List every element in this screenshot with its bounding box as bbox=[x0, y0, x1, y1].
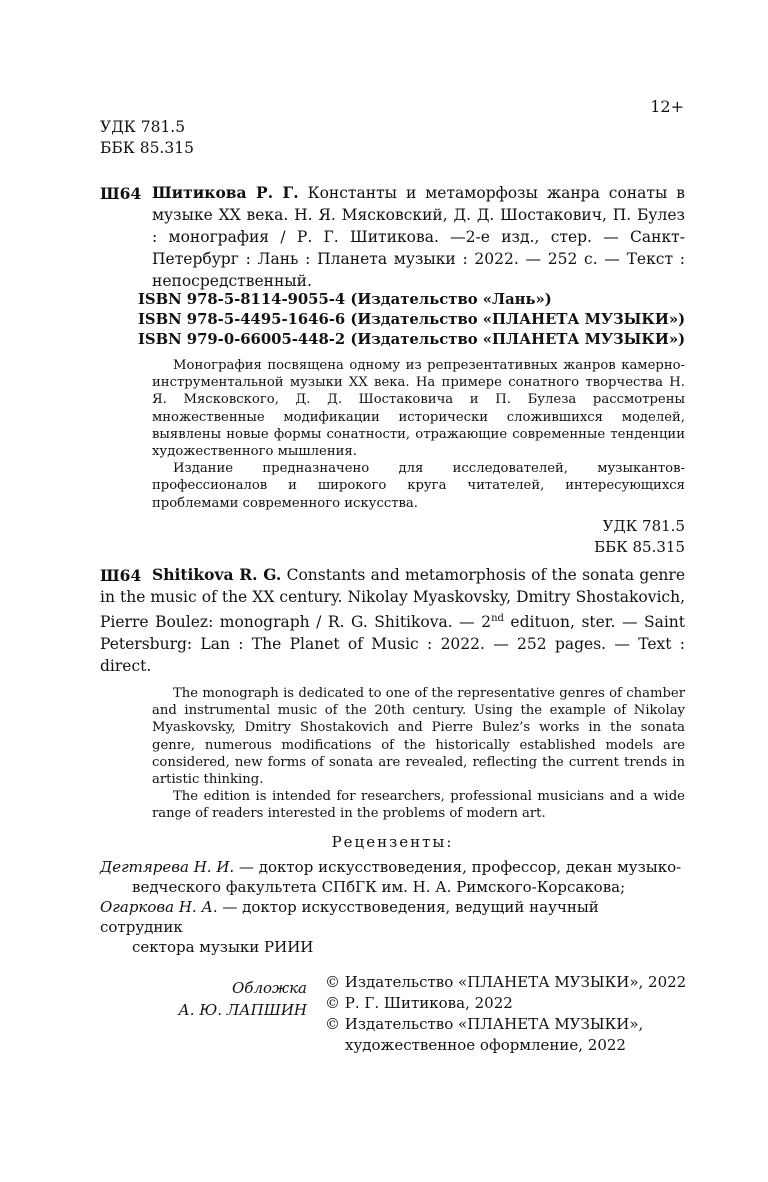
copyright-line: © Издательство «ПЛАНЕТА МУЗЫКИ», bbox=[325, 1015, 644, 1033]
reviewer-credentials-cont: сектора музыки РИИИ bbox=[132, 938, 314, 956]
author-name-ru: Шитикова Р. Г. bbox=[152, 183, 299, 202]
isbn-line: ISBN 978-5-4495-1646-6 (Издательство «ПЛАНЕТА МУЗЫКИ») bbox=[138, 311, 686, 328]
bbk-code: ББК 85.315 bbox=[594, 538, 685, 556]
reviewers-heading: Рецензенты: bbox=[331, 833, 454, 851]
author-code-ru: Ш64 bbox=[100, 184, 142, 203]
bibliographic-entry-ru bbox=[152, 182, 685, 292]
entry-text-en: Constants and metamorphosis of the sonata genre in the music of the XX century. Nikolay Myaskovsky, Dmitry Shostakovich, Pierre Boulez: monograph / R. G. Shitikova. — 2 bbox=[100, 566, 685, 632]
abstract-paragraph: The monograph is dedicated to one of the representative genres of chamber and instrumental music of the 20th century. Using the example of Nikolay Myaskovsky, Dmitry Shostakovich and Pierre Bulez’s works in the sonata genre, numerous modifications of the historically established models are considered, new forms of sonata are revealed, reflecting the current trends in artistic thinking. bbox=[152, 686, 685, 788]
udk-code: УДК 781.5 bbox=[602, 517, 685, 535]
copyright-line: © Издательство «ПЛАНЕТА МУЗЫКИ», 2022 bbox=[325, 973, 687, 991]
isbn-list bbox=[138, 290, 685, 350]
copyright-block bbox=[325, 972, 686, 1056]
isbn-line: ISBN 978-5-8114-9055-4 (Издательство «Лань») bbox=[138, 291, 552, 308]
copyright-line: © Р. Г. Шитикова, 2022 bbox=[325, 994, 513, 1012]
entry-text-en-end: edituon, ster. — Saint Petersburg: Lan : The Planet of Music : 2022. — 252 pages. — Text : direct. bbox=[100, 613, 685, 676]
reviewer-credentials-cont: ведческого факультета СПбГК им. Н. А. Римского-Корсакова; bbox=[132, 878, 626, 896]
abstract-paragraph: Издание предназначено для исследователей, музыкантов-профессионалов и широкого круга читателей, интересующихся проблемами современного искусства. bbox=[152, 461, 685, 511]
classification-top bbox=[100, 117, 194, 159]
cover-label: Обложка bbox=[232, 979, 307, 997]
age-rating: 12+ bbox=[650, 97, 684, 116]
edition-superscript: nd bbox=[491, 613, 504, 624]
copyright-line: художественное оформление, 2022 bbox=[345, 1036, 626, 1054]
abstract-paragraph: The edition is intended for researchers, professional musicians and a wide range of readers interested in the problems of modern art. bbox=[152, 789, 685, 822]
reviewer-credentials: — доктор искусствоведения, ведущий научный сотрудник bbox=[100, 898, 599, 936]
entry-text-ru: Константы и метаморфозы жанра сонаты в музыке XX века. Н. Я. Мясковский, Д. Д. Шостакович, П. Булез : монография / Р. Г. Шитикова. —2-е изд., стер. — Санкт-Петербург : Лань : Планета музыки : 2022. — 252 с. — Текст : непосредственный. bbox=[152, 184, 685, 290]
bbk-code: ББК 85.315 bbox=[100, 139, 194, 157]
abstract-paragraph: Монография посвящена одному из репрезентативных жанров камерно-инструментальной музыки XX века. На примере сонатного творчества Н. Я. Мясковского, Д. Д. Шостаковича и П. Булеза рассмотрены множественные модификации исторически сложившихся моделей, выявлены новые формы сонатности, отражающие современные тенденции художественного мышления. bbox=[152, 358, 685, 460]
bibliographic-entry-en bbox=[100, 564, 685, 677]
udk-code: УДК 781.5 bbox=[100, 118, 186, 136]
isbn-line: ISBN 979-0-66005-448-2 (Издательство «ПЛАНЕТА МУЗЫКИ») bbox=[138, 331, 686, 348]
reviewer-entry bbox=[100, 897, 685, 957]
reviewer-name: Огаркова Н. А. bbox=[100, 898, 218, 916]
cover-credit bbox=[150, 977, 307, 1021]
cover-artist: А. Ю. ЛАПШИН bbox=[178, 1001, 307, 1019]
author-code-en: Ш64 bbox=[100, 566, 142, 585]
abstract-ru bbox=[152, 357, 685, 512]
reviewer-credentials: — доктор искусствоведения, профессор, декан музыко- bbox=[234, 858, 682, 876]
reviewer-entry bbox=[100, 857, 685, 897]
author-name-en: Shitikova R. G. bbox=[152, 565, 282, 584]
abstract-en bbox=[152, 685, 685, 823]
classification-right bbox=[540, 516, 685, 558]
reviewer-name: Дегтярева Н. И. bbox=[100, 858, 235, 876]
